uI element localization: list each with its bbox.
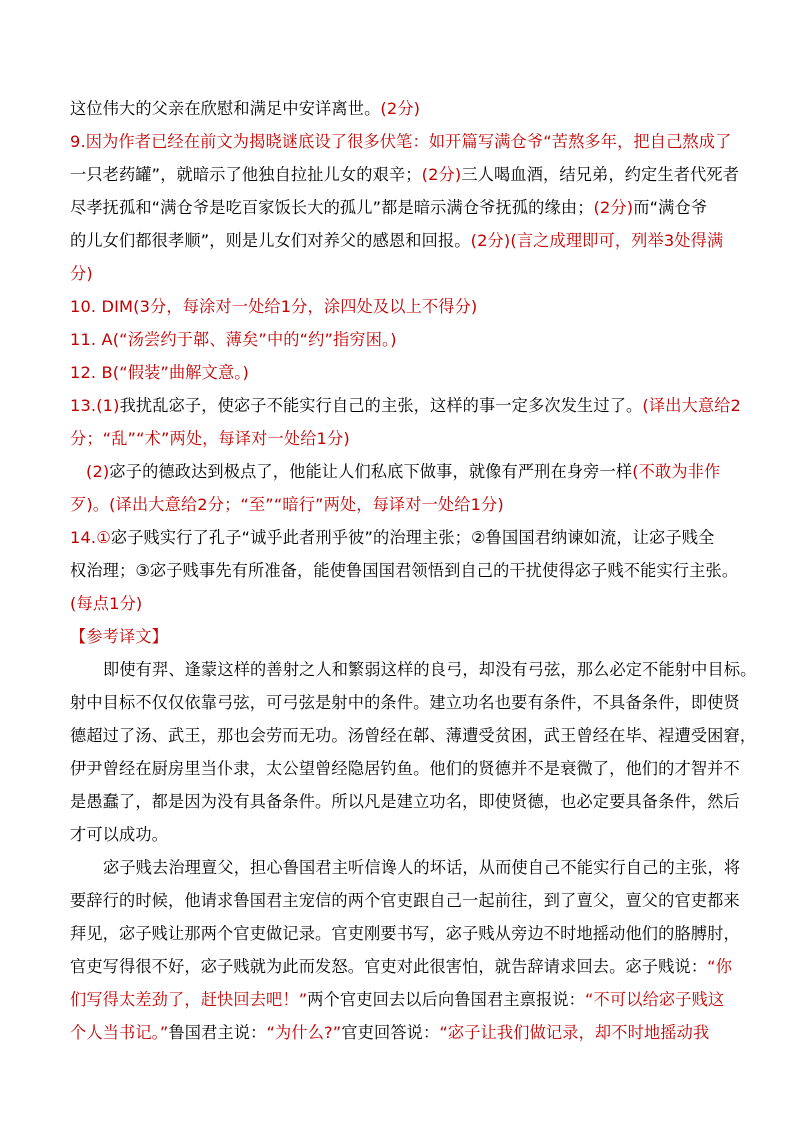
answer-key-text: “为什么?” [266, 1023, 342, 1042]
text-line [70, 257, 730, 290]
text-line [70, 785, 740, 818]
answer-key-text: (2分) [380, 99, 421, 118]
body-text: 是愚蠢了，都是因为没有具备条件。所以凡是建立功名，即使贤德，也必定要具备条件，然后 [70, 792, 740, 811]
text-line [70, 290, 730, 323]
body-text: 的儿女们都很孝顺”，则是儿女们对养父的感恩和回报。 [70, 231, 471, 250]
answer-key-text: “不可以给宓子贱这 [585, 990, 725, 1009]
text-line [70, 356, 730, 389]
body-text: 要辞行的时候，他请求鲁国君主宠信的两个官吏跟自己一起前往，到了亶父，亶父的官吏都来 [70, 891, 740, 910]
body-text: 一只老药罐”，就暗示了他独自拉扯儿女的艰辛； [70, 165, 422, 184]
answer-key-text: 10. DIM(3分，每涂对一处给1分，涂四处及以上不得分) [70, 297, 478, 316]
body-text: 尽孝抚孤和“满仓爷是吃百家饭长大的孤儿”都是暗示满仓爷抚孤的缘由； [70, 198, 594, 217]
body-text: 宓子的德政达到极点了，他能让人们私底下做事，就像有严刑在身旁一样 [109, 462, 633, 481]
body-text: 才可以成功。 [70, 825, 169, 844]
answer-key-text: 12. B(“假装”曲解文意。) [70, 363, 250, 382]
answer-key-text: 个人当书记。” [70, 1023, 169, 1042]
answer-key-text: “你 [707, 957, 733, 976]
answer-key-text: 分) [70, 264, 93, 283]
body-text: 鲁国君主说： [168, 1023, 267, 1042]
body-text: 宓子贱实行了孔子“诚乎此者刑乎彼”的治理主张；②鲁国国君纳谏如流，让宓子贱全 [110, 528, 715, 547]
text-line [70, 422, 730, 455]
answer-key-text: (2分)(言之成理即可，列举3处得满 [470, 231, 724, 250]
body-text: 拜见，宓子贱让那两个官吏做记录。官吏刚要书写，宓子贱从旁边不时地摇动他们的胳膊肘， [70, 924, 740, 943]
text-line [70, 983, 730, 1016]
text-line [70, 455, 730, 488]
text-line [70, 158, 740, 191]
document-page [70, 92, 757, 1049]
text-line [70, 719, 757, 752]
text-line [70, 818, 730, 851]
text-line [70, 521, 730, 554]
body-text: 权治理；③宓子贱事先有所准备，能使鲁国国君领悟到自己的干扰使得宓子贱不能实行主张。 [70, 561, 739, 580]
text-line [70, 224, 730, 257]
body-text: 官吏写得很不好，宓子贱就为此而发怒。官吏对此很害怕，就告辞请求回去。宓子贱说： [70, 957, 708, 976]
body-text: 两个官吏回去以后向鲁国君主禀报说： [307, 990, 586, 1009]
body-text: 官吏回答说： [341, 1023, 440, 1042]
answer-key-text: (不敢为非作 [632, 462, 721, 481]
answer-key-text: 13.(1) [70, 396, 120, 415]
answer-key-text: (2) [86, 462, 110, 481]
text-line [70, 752, 740, 785]
text-line [70, 488, 730, 521]
answer-key-text: 【参考译文】 [70, 627, 169, 646]
text-line [70, 851, 741, 884]
text-line [70, 554, 739, 587]
body-text: 三人喝血酒，结兄弟，约定生者代死者 [461, 165, 740, 184]
body-text: 德超过了汤、武王，那也会劳而无功。汤曾经在郼、薄遭受贫困，武王曾经在毕、裎遭受困窘， [70, 726, 757, 745]
answer-key-text: (译出大意给2 [642, 396, 741, 415]
text-line [70, 389, 741, 422]
text-line [70, 653, 757, 686]
answer-key-text: 11. A(“汤尝约于郼、薄矣”中的“约”指穷困。) [70, 330, 397, 349]
body-text: 而“满仓爷 [633, 198, 708, 217]
answer-key-text: (每点1分) [70, 594, 143, 613]
answer-key-text: “宓子让我们做记录，却不时地摇动我 [439, 1023, 710, 1042]
text-line [70, 191, 730, 224]
answer-key-text: 分；“乱”“术”两处，每译对一处给1分) [70, 429, 350, 448]
text-line [70, 125, 730, 158]
section-heading [70, 620, 730, 653]
answer-key-text: 9.因为作者已经在前文为揭晓谜底设了很多伏笔：如开篇写满仓爷“苦熬多年，把自己熬成了 [70, 132, 732, 151]
text-line [70, 323, 730, 356]
answer-key-text: 歹)。(译出大意给2分；“至”“暗行”两处，每译对一处给1分) [70, 495, 504, 514]
answer-key-text: 们写得太差劲了，赶快回去吧！” [70, 990, 308, 1009]
body-text: 我扰乱宓子，使宓子不能实行自己的主张，这样的事一定多次发生过了。 [119, 396, 643, 415]
text-line [70, 92, 730, 125]
text-line [70, 686, 740, 719]
body-text: 宓子贱去治理亶父，担心鲁国君主听信谗人的坏话，从而使自己不能实行自己的主张，将 [103, 858, 741, 877]
body-text: 即使有羿、逢蒙这样的善射之人和繁弱这样的良弓，却没有弓弦，那么必定不能射中目标。 [103, 660, 757, 679]
answer-key-text: (2分) [421, 165, 462, 184]
answer-key-text: 14.① [70, 528, 111, 547]
text-line [70, 950, 733, 983]
text-line [70, 917, 740, 950]
text-line [70, 587, 730, 620]
body-text: 这位伟大的父亲在欣慰和满足中安详离世。 [70, 99, 381, 118]
text-line [70, 1016, 730, 1049]
answer-key-text: (2分) [593, 198, 634, 217]
body-text: 射中目标不仅仅依靠弓弦，可弓弦是射中的条件。建立功名也要有条件，不具备条件，即使贤 [70, 693, 740, 712]
text-line [70, 884, 740, 917]
body-text: 伊尹曾经在厨房里当仆隶，太公望曾经隐居钓鱼。他们的贤德并不是衰微了，他们的才智并不 [70, 759, 740, 778]
